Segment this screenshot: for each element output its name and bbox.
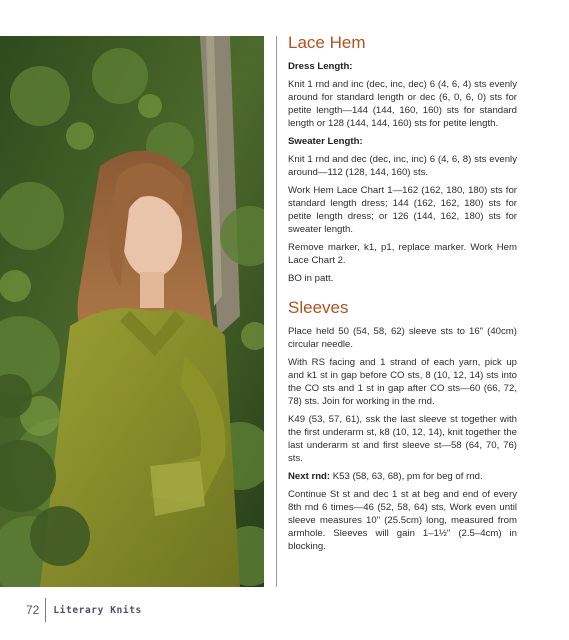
book-title: Literary Knits <box>53 604 142 616</box>
column-divider <box>276 36 277 587</box>
dress-length-label: Dress Length: <box>288 61 353 72</box>
sleeves-paragraph-4 <box>288 470 517 483</box>
next-round-label: Next rnd: <box>288 471 331 482</box>
sleeves-paragraph-2: With RS facing and 1 strand of each yarn, pick up and k1 st in gap before CO sts, 8 (10, 12, 14) sts into the CO sts and 1 st in gap after CO sts—60 (66, 72, 78) sts. Join for working in the rnd. <box>288 357 517 407</box>
dress-length-text: Knit 1 rnd and inc (dec, inc, dec) 6 (4, 6, 4) sts evenly around for standard length or dec (6, 0, 6, 0) sts for petite length—144 (144, 160, 160) sts for standard length or 128 (144, 144, 160) sts for petite length. <box>288 79 517 129</box>
sleeves-paragraph-5: Continue St st and dec 1 st at beg and end of every 8th rnd 6 times—46 (52, 58, 64) sts, Work even until sleeve measures 10" (25.5cm) long, measured from armhole. Sleeves will gain 1–1½" (2.5–4cm) in blocking. <box>288 489 517 552</box>
marker-text: Remove marker, k1, p1, replace marker. Work Hem Lace Chart 2. <box>288 242 517 266</box>
photo-woman-in-green-sweater <box>0 36 264 587</box>
footer-divider <box>45 598 46 622</box>
pattern-text-column <box>288 32 517 558</box>
bind-off-text: BO in patt. <box>288 273 334 284</box>
sleeves-paragraph-3: K49 (53, 57, 61), ssk the last sleeve st together with the first underarm st, k8 (10, 12, 14), knit together the last underarm st and first sleeve st—58 (64, 70, 76) sts. <box>288 414 517 464</box>
sleeves-heading: Sleeves <box>288 298 349 317</box>
page-number: 72 <box>26 603 40 617</box>
sweater-length-label: Sweater Length: <box>288 136 363 147</box>
lace-hem-heading: Lace Hem <box>288 33 366 52</box>
lace-chart-text: Work Hem Lace Chart 1—162 (162, 180, 180) sts for standard length dress; 144 (162, 162, 180) sts for petite length dress; or 126 (144, 162, 180) sts for sweater length. <box>288 185 517 235</box>
sweater-length-text: Knit 1 rnd and dec (dec, inc, inc) 6 (4, 6, 8) sts evenly around—112 (128, 144, 160) sts. <box>288 154 517 178</box>
sleeves-paragraph-1: Place held 50 (54, 58, 62) sleeve sts to 16" (40cm) circular needle. <box>288 326 517 350</box>
page-footer <box>26 598 142 622</box>
next-round-text: K53 (58, 63, 68), pm for beg of rnd. <box>330 471 483 482</box>
